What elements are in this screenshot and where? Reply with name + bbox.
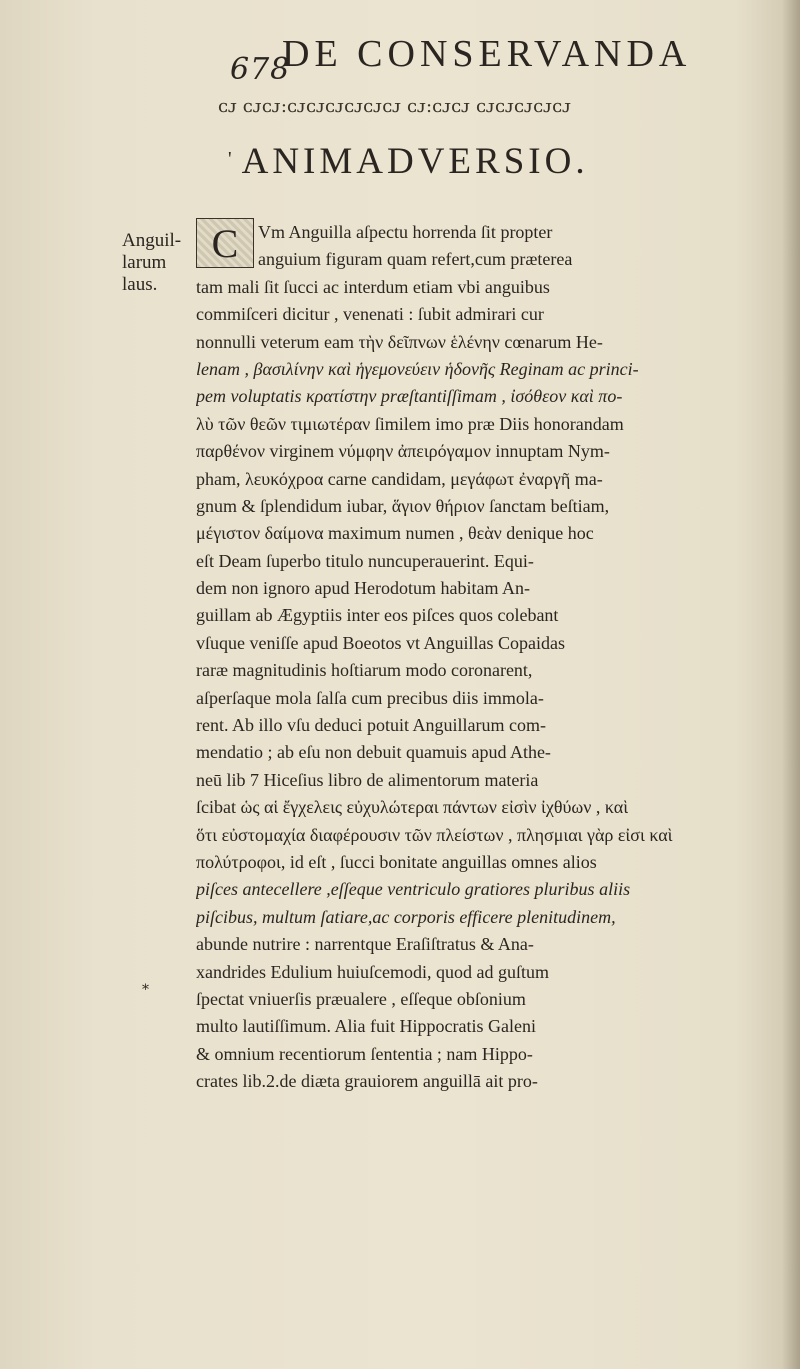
text-line: neū lib 7 Hiceſius libro de alimentorum materia — [196, 769, 539, 790]
section-title — [228, 140, 589, 183]
section-title-mark: ' — [228, 148, 236, 170]
text-line: raræ magnitudinis hoſtiarum modo coronarent, — [196, 660, 533, 681]
text-line: ὅτι εὐστομαχία διαφέρουσιν τῶν πλείστων , πλησμιαι γὰρ εἰσι καὶ — [196, 824, 673, 845]
page-number: 678 — [230, 52, 291, 87]
text-line: xandrides Edulium huiuſcemodi, quod ad guſtum — [196, 961, 549, 982]
text-line: ſpectat vniuerſis præualere , eſſeque obſonium — [196, 988, 526, 1009]
drop-cap: C — [196, 218, 254, 268]
text-line: pham, λευκόχροα carne candidam, μεγάφωτ ἐναργῆ ma- — [196, 468, 603, 489]
text-line: mendatio ; ab eſu non debuit quamuis apud Athe- — [196, 742, 551, 763]
margin-note-line: larum — [122, 252, 167, 273]
text-line: piſcibus, multum ſatiare,ac corporis efficere plenitudinem, — [196, 906, 616, 927]
section-title-text: ANIMADVERSIO. — [241, 141, 589, 182]
text-line: & omnium recentiorum ſententia ; nam Hippo- — [196, 1043, 533, 1064]
text-line: πολύτροφοι, id eſt , ſucci bonitate anguillas omnes alios — [196, 851, 597, 872]
text-line: lenam , βασιλίνην καὶ ἡγεμονεύειν ἡδονῆς Reginam ac princi- — [196, 358, 639, 379]
text-line: gnum & ſplendidum iubar, ἅγιον θήριον ſanctam beſtiam, — [196, 495, 610, 516]
text-line: multo lautiſſimum. Alia fuit Hippocratis Galeni — [196, 1016, 536, 1037]
text-line: ſcibat ὡς αἱ ἔγχελεις εὐχυλώτεραι πάντων εἰσὶν ἰχθύων , καὶ — [196, 797, 629, 818]
margin-note-line: Anguil- — [122, 230, 182, 251]
text-line: tam mali ſit ſucci ac interdum etiam vbi anguibus — [196, 276, 550, 297]
text-line: guillam ab Ægyptiis inter eos piſces quos colebant — [196, 605, 559, 626]
body-text — [196, 219, 781, 1096]
text-line: pem voluptatis κρατίστην præſtantiſſimam , ἰσόθεον καὶ πο- — [196, 386, 623, 407]
running-head: DE CONSERVANDA — [282, 33, 692, 75]
text-line: dem non ignoro apud Herodotum habitam An- — [196, 578, 530, 599]
text-line: commiſceri dicitur , venenati : ſubit admirari cur — [196, 304, 544, 325]
text-line: anguium figuram quam refert,cum præterea — [258, 249, 573, 270]
text-line: rent. Ab illo vſu deduci potuit Anguillarum com- — [196, 715, 546, 736]
text-line: eſt Deam ſuperbo titulo nuncuperauerint. Equi- — [196, 550, 534, 571]
text-line: vſuque veniſſe apud Boeotos vt Anguillas Copaidas — [196, 632, 565, 653]
text-line: crates lib.2.de diæta grauiorem anguillā ait pro- — [196, 1071, 538, 1092]
text-line: aſperſaque mola ſalſa cum precibus diis immola- — [196, 687, 544, 708]
text-line: μέγιστον δαίμονα maximum numen , θεὰν denique hoc — [196, 523, 594, 544]
text-line: nonnulli veterum eam τὴν δεῖπνων ἑλένην cœnarum He- — [196, 331, 603, 352]
text-line: λὺ τῶν θεῶν τιμιωτέραν ſimilem imo præ Diis honorandam — [196, 413, 624, 434]
margin-note — [122, 230, 192, 296]
text-line: Vm Anguilla aſpectu horrenda ſit propter — [258, 222, 553, 242]
text-line: abunde nutrire : narrentque Eraſiſtratus & Ana- — [196, 934, 534, 955]
text-line: piſces antecellere ,eſſeque ventriculo gratiores pluribus aliis — [196, 879, 631, 900]
text-line: παρθένον virginem νύμφην ἀπειρόγαμον innuptam Nym- — [196, 441, 610, 462]
margin-note-line: laus. — [122, 274, 158, 295]
page-edge-shadow — [782, 0, 800, 1369]
ornamental-divider: ᴄᴊ ᴄᴊᴄᴊ:ᴄᴊᴄᴊᴄᴊᴄᴊᴄᴊᴄᴊ ᴄᴊ:ᴄᴊᴄᴊ ᴄᴊᴄᴊᴄᴊᴄᴊᴄᴊ — [218, 96, 572, 117]
margin-asterisk: * — [142, 982, 149, 998]
